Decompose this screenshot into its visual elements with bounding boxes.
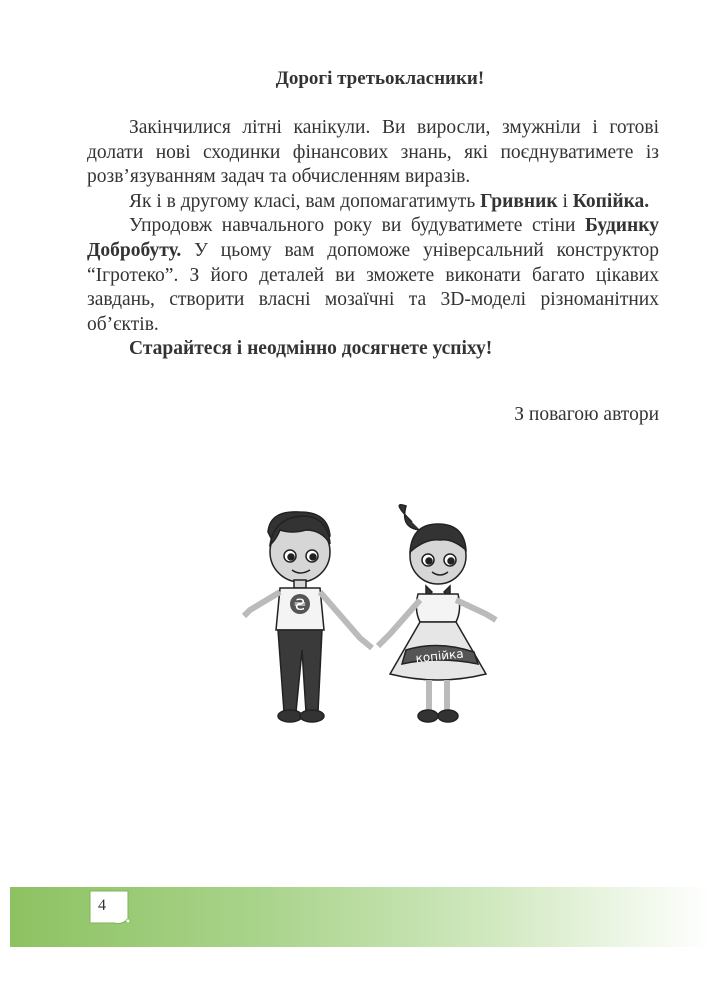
signature: З повагою автори [514, 404, 659, 425]
characters-illustration [230, 500, 520, 740]
closing-wish: Старайтеся і неодмінно досягнете успіху! [129, 338, 493, 360]
girl-dress-label: копійка [414, 646, 465, 666]
name-kopiika: Копійка. [572, 190, 650, 212]
paragraph-3 [87, 214, 659, 337]
paragraph-3-rest: У цьому вам допоможе універсальний конструктор “Ігротеко”. З його деталей ви зможете виконати багато цікавих завдань, створити власні мозаїчні та 3D-моделі різноманітних об’єктів. [87, 239, 659, 335]
name-hryvnyk: Гривник [480, 190, 558, 212]
paragraph-2-conjunction: і [557, 190, 573, 212]
boy-character [244, 512, 372, 722]
letter-greeting: Дорогі третьокласники! [275, 68, 485, 89]
boy-shirt-symbol: ₴ [293, 595, 307, 614]
paragraph-3-text: Упродовж навчального року ви будуватимете стіни [129, 215, 586, 237]
girl-character [378, 505, 496, 722]
paragraph-1: Закінчилися літні канікули. Ви виросли, змужніли і готові долати нові сходинки фінансових знань, які поєднуватимете із розв’язуванням задач та обчисленням виразів. [87, 117, 659, 188]
paragraph-2 [87, 190, 659, 215]
page-tab-dot-icon [126, 919, 130, 923]
paragraph-2-text: Як і в другому класі, вам допомагатимуть [129, 190, 481, 212]
letter-body [87, 116, 659, 362]
paragraph-4 [87, 337, 659, 362]
house-of-welfare: Будинку Добробуту. [87, 215, 659, 261]
page-number: 4 [98, 897, 106, 914]
